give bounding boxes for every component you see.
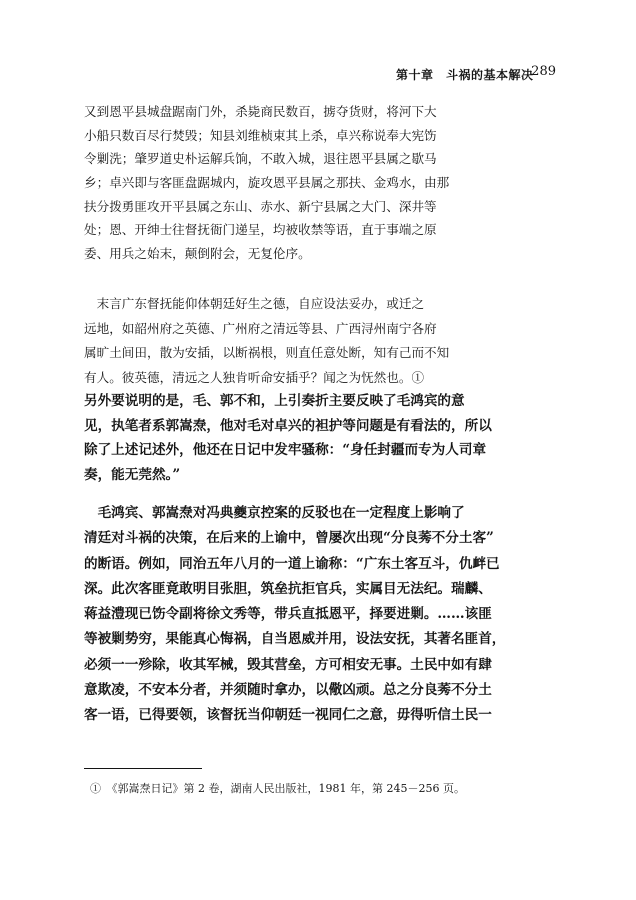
text-line: 必须一一殄除，收其军械，毁其营垒，方可相安无事。土民中如有肆 <box>84 656 492 673</box>
body-paragraph-1 <box>84 389 552 487</box>
text-line: 处；恩、开绅士往督抚衙门递呈，均被收禁等语，直于事端之原 <box>84 222 437 238</box>
page-number: 289 <box>531 64 556 79</box>
text-line: 毛鸿宾、郭嵩焘对冯典夔京控案的反驳也在一定程度上影响了 <box>84 505 465 521</box>
quoted-memorial-part-2 <box>84 292 552 390</box>
text-line: 等被剿势穷，果能真心悔祸，自当恩威并用，设法安抚，其著名匪首， <box>84 631 506 648</box>
text-line: 见，执笔者系郭嵩焘，他对毛对卓兴的袒护等问题是有看法的，所以 <box>84 417 492 434</box>
text-line: 的断语。例如，同治五年八月的一道上谕称：“广东土客互斗，仇衅已 <box>84 555 500 572</box>
text-line: 客一语，已得要领，该督抚当仰朝廷一视同仁之意，毋得听信土民一 <box>84 707 492 724</box>
text-line: 蒋益澧现已饬令副将徐文秀等，带兵直抵恩平，择要进剿。……该匪 <box>84 606 492 623</box>
text-line: 委、用兵之始末，颠倒附会，无复伦序。 <box>84 246 311 262</box>
text-line: 令剿洗；肇罗道史朴运解兵饷，不敢入城，退往恩平县属之歇马 <box>84 151 437 167</box>
text-line: 扶分拨勇匪攻开平县属之东山、赤水、新宁县属之大门、深井等 <box>84 198 437 214</box>
text-line: 乡；卓兴即与客匪盘踞城内，旋攻恩平县属之那扶、金鸡水，由那 <box>84 175 450 191</box>
text-line: 末言广东督抚能仰体朝廷好生之德，自应设法妥办，或迁之 <box>84 296 425 311</box>
text-line: 深。此次客匪竟敢明目张胆，筑垒抗拒官兵，实属目无法纪。瑞麟、 <box>84 580 492 597</box>
footnote: ① 《郭嵩焘日记》第 2 卷，湖南人民出版社，1981 年，第 245－256 页。 <box>90 782 465 795</box>
quoted-memorial-part-1 <box>84 100 552 266</box>
text-line: 远地，如韶州府之英德、广州府之清远等县、广西浔州南宁各府 <box>84 320 437 336</box>
text-line: 另外要说明的是，毛、郭不和，上引奏折主要反映了毛鸿宾的意 <box>84 393 465 409</box>
running-header <box>396 66 556 82</box>
text-line: 小船只数百尽行焚毁；知县刘维桢束其上杀，卓兴称说奉大宪饬 <box>84 127 437 143</box>
text-line: 有人。彼英德，清远之人独肯听命安插乎？闻之为怃然也。① <box>84 369 425 385</box>
text-line: 除了上述记述外，他还在日记中发牢骚称：“身任封疆而专为人司章 <box>84 442 487 458</box>
body-paragraph-2 <box>84 501 552 729</box>
chapter-title: 第十章 斗祸的基本解决 <box>396 68 534 82</box>
text-line: 奏，能无莞然。” <box>84 466 181 483</box>
footnote-divider <box>84 768 202 769</box>
text-line: 又到恩平县城盘踞南门外，杀毙商民数百，掳夺货财，将河下大 <box>84 104 437 119</box>
text-line: 意欺凌，不安本分者，并须随时拿办，以儆凶顽。总之分良莠不分土 <box>84 682 492 699</box>
text-line: 清廷对斗祸的决策，在后来的上谕中，曾屡次出现“分良莠不分土客” <box>84 530 494 547</box>
text-line: 属旷土间田，散为安插，以断祸根，则直任意处断，知有己而不知 <box>84 345 450 360</box>
